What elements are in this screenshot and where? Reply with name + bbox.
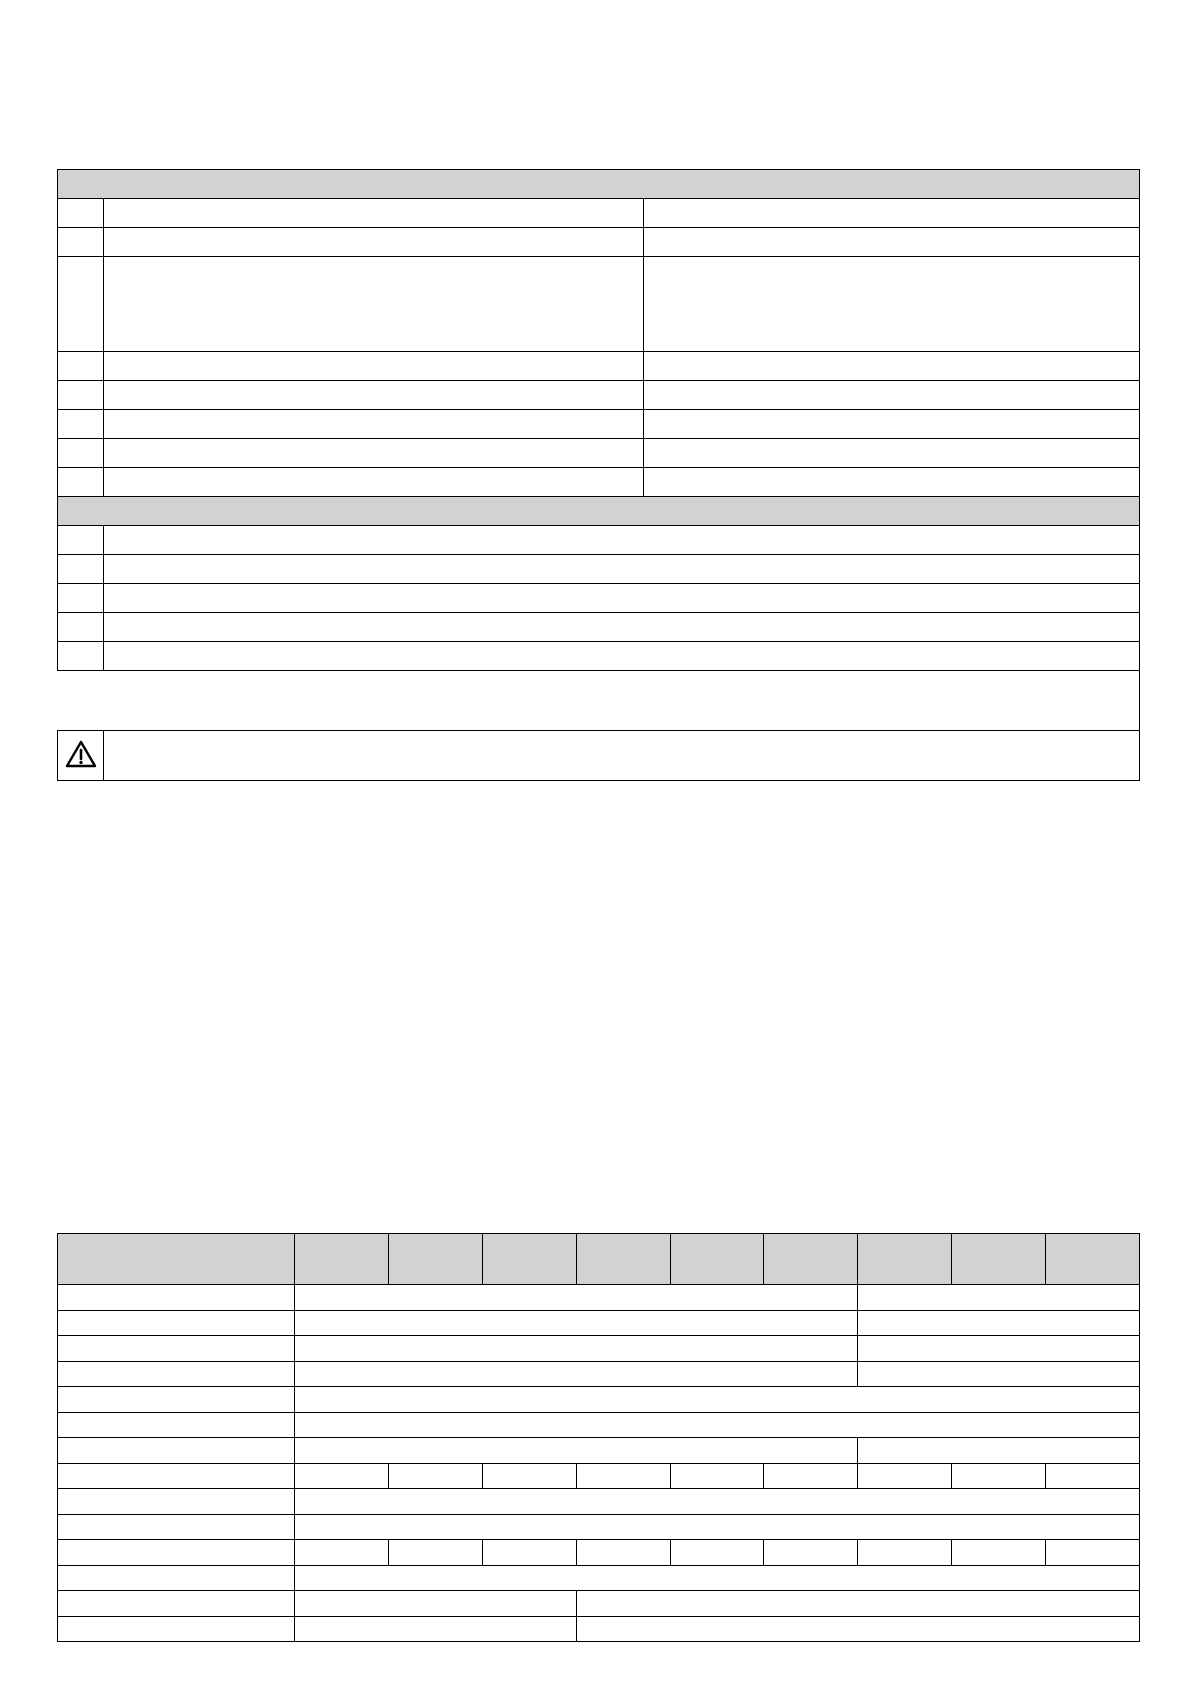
spec-cell: [858, 1438, 1140, 1464]
spec-row-label: [58, 1336, 295, 1362]
spec-cell: [295, 1489, 1140, 1515]
spec-cell: [388, 1463, 482, 1489]
spec-cell: [295, 1514, 1140, 1540]
spec-cell: [482, 1540, 576, 1566]
spec-cell: [295, 1616, 577, 1642]
spec-row-label: [58, 1565, 295, 1591]
spec-cell: [1046, 1540, 1140, 1566]
warning-triangle-icon: [64, 739, 98, 769]
row-value: [644, 228, 1140, 257]
row-label: [104, 257, 644, 352]
spec-column-header: [858, 1234, 952, 1285]
row-number: [58, 381, 104, 410]
warning-icon-cell: [58, 731, 104, 781]
spec-cell: [576, 1591, 1139, 1617]
spec-cell: [295, 1310, 858, 1336]
spec-cell: [952, 1463, 1046, 1489]
spec-cell: [858, 1336, 1140, 1362]
section-b-header: [58, 497, 1140, 526]
spec-cell: [576, 1616, 1139, 1642]
warning-text: [104, 731, 1140, 781]
spec-row-label: [58, 1438, 295, 1464]
spec-row-label: [58, 1361, 295, 1387]
spec-cell: [295, 1336, 858, 1362]
spec-cell: [295, 1438, 858, 1464]
spec-cell: [295, 1387, 1140, 1413]
spec-column-header: [295, 1234, 389, 1285]
row-number: [58, 439, 104, 468]
row-number: [58, 199, 104, 228]
spec-cell: [670, 1540, 764, 1566]
spec-cell: [764, 1540, 858, 1566]
spec-cell: [295, 1540, 389, 1566]
row-value: [644, 352, 1140, 381]
warning-box: [57, 730, 1140, 781]
spec-column-header: [952, 1234, 1046, 1285]
spec-corner-header: [58, 1234, 295, 1285]
row-text: [104, 613, 1140, 642]
row-text: [104, 584, 1140, 613]
row-number: [58, 642, 104, 671]
spec-cell: [295, 1565, 1140, 1591]
row-label: [104, 352, 644, 381]
spec-column-header: [482, 1234, 576, 1285]
row-number: [58, 555, 104, 584]
spec-row-label: [58, 1514, 295, 1540]
spec-cell: [295, 1591, 577, 1617]
spec-table: [57, 1233, 1140, 1642]
spec-cell: [1046, 1463, 1140, 1489]
section-a-header: [58, 170, 1140, 199]
spec-column-header: [764, 1234, 858, 1285]
row-number: [58, 526, 104, 555]
spec-cell: [295, 1361, 858, 1387]
spec-cell: [295, 1412, 1140, 1438]
spec-row-label: [58, 1540, 295, 1566]
spec-cell: [858, 1285, 1140, 1311]
row-text: [104, 642, 1140, 671]
spec-cell: [764, 1463, 858, 1489]
spec-row-label: [58, 1387, 295, 1413]
spec-row-label: [58, 1412, 295, 1438]
spec-cell: [670, 1463, 764, 1489]
row-number: [58, 613, 104, 642]
row-text: [104, 555, 1140, 584]
row-label: [104, 381, 644, 410]
spec-cell: [576, 1540, 670, 1566]
row-label: [104, 410, 644, 439]
spec-cell: [482, 1463, 576, 1489]
row-number: [58, 228, 104, 257]
spec-column-header: [576, 1234, 670, 1285]
spec-cell: [858, 1463, 952, 1489]
row-label: [104, 228, 644, 257]
spec-cell: [858, 1361, 1140, 1387]
spec-row-label: [58, 1489, 295, 1515]
row-value: [644, 381, 1140, 410]
row-value: [644, 410, 1140, 439]
row-number: [58, 257, 104, 352]
spec-cell: [858, 1540, 952, 1566]
row-number: [58, 352, 104, 381]
row-value: [644, 199, 1140, 228]
spec-cell: [295, 1463, 389, 1489]
row-text: [104, 526, 1140, 555]
section-a-table: [57, 169, 1140, 497]
spec-cell: [295, 1285, 858, 1311]
row-value: [644, 439, 1140, 468]
spec-cell: [576, 1463, 670, 1489]
row-label: [104, 199, 644, 228]
spec-cell: [858, 1310, 1140, 1336]
row-label: [104, 468, 644, 497]
section-b-table: [57, 496, 1140, 671]
spec-column-header: [388, 1234, 482, 1285]
row-number: [58, 468, 104, 497]
row-label: [104, 439, 644, 468]
spec-cell: [388, 1540, 482, 1566]
spec-cell: [952, 1540, 1046, 1566]
row-value: [644, 257, 1140, 352]
spec-row-label: [58, 1591, 295, 1617]
spec-row-label: [58, 1285, 295, 1311]
spec-column-header: [1046, 1234, 1140, 1285]
row-value: [644, 468, 1140, 497]
spec-row-label: [58, 1463, 295, 1489]
spec-row-label: [58, 1310, 295, 1336]
row-number: [58, 584, 104, 613]
spec-column-header: [670, 1234, 764, 1285]
row-number: [58, 410, 104, 439]
spec-row-label: [58, 1616, 295, 1642]
